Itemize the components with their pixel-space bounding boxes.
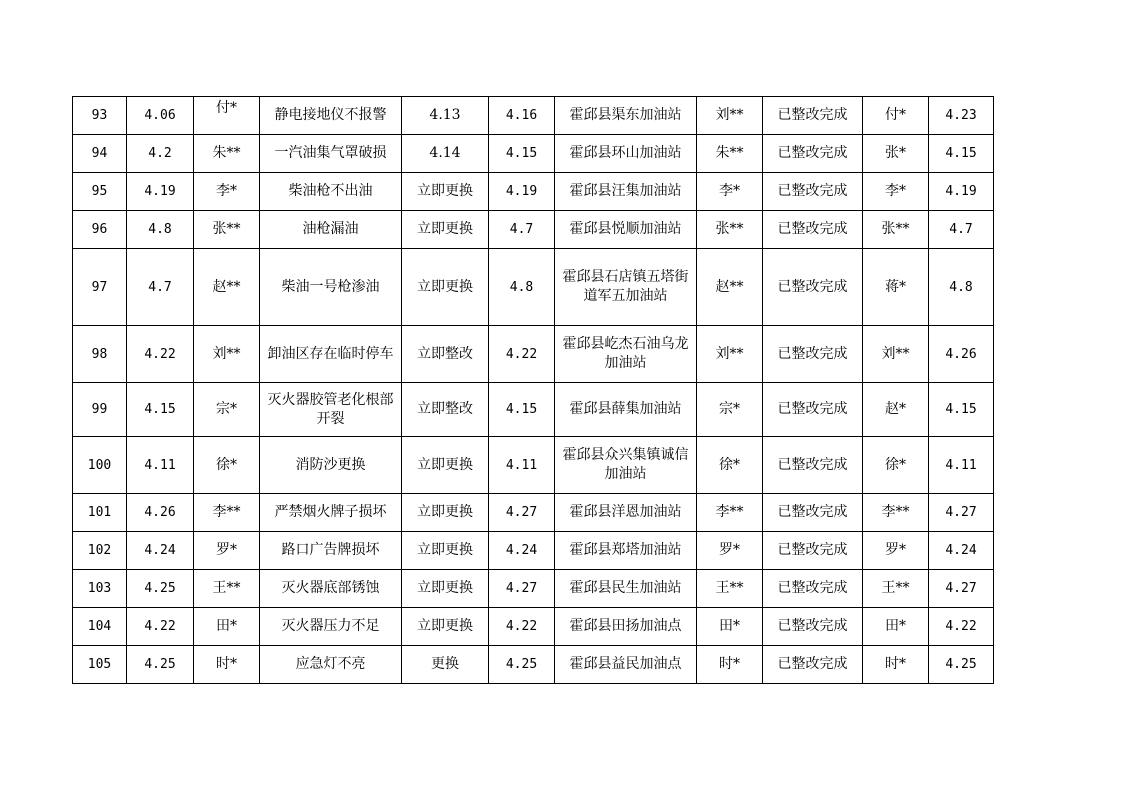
reviewer-cell: 李*	[863, 173, 929, 211]
station-name-cell: 霍邱县悦顺加油站	[555, 211, 697, 249]
reviewer-cell: 罗*	[863, 532, 929, 570]
status-cell: 已整改完成	[763, 494, 863, 532]
table-row	[73, 326, 994, 383]
issue-description-cell: 柴油一号枪渗油	[260, 249, 402, 326]
rectify-deadline-cell: 立即整改	[402, 383, 489, 437]
rectify-deadline-cell: 立即更换	[402, 437, 489, 494]
rectify-deadline-cell: 4.13	[402, 97, 489, 135]
inspector-cell: 时*	[194, 646, 260, 684]
table-row	[73, 608, 994, 646]
rectify-deadline-cell: 立即整改	[402, 326, 489, 383]
rectify-deadline-cell: 更换	[402, 646, 489, 684]
reviewer-cell: 张**	[863, 211, 929, 249]
responsible-person-cell: 徐*	[697, 437, 763, 494]
responsible-person-cell: 田*	[697, 608, 763, 646]
responsible-person-cell: 李*	[697, 173, 763, 211]
table-row	[73, 249, 994, 326]
inspector-cell: 田*	[194, 608, 260, 646]
found-date-cell: 4.8	[127, 211, 194, 249]
responsible-person-cell: 张**	[697, 211, 763, 249]
station-name-cell: 霍邱县众兴集镇诚信加油站	[555, 437, 697, 494]
row-number-cell: 99	[73, 383, 127, 437]
status-cell: 已整改完成	[763, 211, 863, 249]
row-number-cell: 100	[73, 437, 127, 494]
review-date-cell: 4.27	[929, 570, 994, 608]
rectified-date-cell: 4.27	[489, 494, 555, 532]
rectified-date-cell: 4.8	[489, 249, 555, 326]
review-date-cell: 4.25	[929, 646, 994, 684]
issue-description-cell: 消防沙更换	[260, 437, 402, 494]
row-number-cell: 95	[73, 173, 127, 211]
status-cell: 已整改完成	[763, 97, 863, 135]
row-number-cell: 97	[73, 249, 127, 326]
table-row	[73, 211, 994, 249]
row-number-cell: 101	[73, 494, 127, 532]
status-cell: 已整改完成	[763, 532, 863, 570]
responsible-person-cell: 宗*	[697, 383, 763, 437]
row-number-cell: 104	[73, 608, 127, 646]
rectify-deadline-cell: 立即更换	[402, 494, 489, 532]
table-row	[73, 135, 994, 173]
row-number-cell: 103	[73, 570, 127, 608]
found-date-cell: 4.19	[127, 173, 194, 211]
responsible-person-cell: 朱**	[697, 135, 763, 173]
rectified-date-cell: 4.11	[489, 437, 555, 494]
row-number-cell: 96	[73, 211, 127, 249]
station-name-cell: 霍邱县郑塔加油站	[555, 532, 697, 570]
rectified-date-cell: 4.27	[489, 570, 555, 608]
reviewer-cell: 刘**	[863, 326, 929, 383]
status-cell: 已整改完成	[763, 646, 863, 684]
station-name-cell: 霍邱县民生加油站	[555, 570, 697, 608]
responsible-person-cell: 时*	[697, 646, 763, 684]
rectified-date-cell: 4.15	[489, 135, 555, 173]
issue-description-cell: 卸油区存在临时停车	[260, 326, 402, 383]
issue-description-cell: 柴油枪不出油	[260, 173, 402, 211]
status-cell: 已整改完成	[763, 383, 863, 437]
status-cell: 已整改完成	[763, 437, 863, 494]
rectified-date-cell: 4.15	[489, 383, 555, 437]
table-row	[73, 437, 994, 494]
table-row	[73, 173, 994, 211]
rectified-date-cell: 4.24	[489, 532, 555, 570]
row-number-cell: 93	[73, 97, 127, 135]
rectified-date-cell: 4.16	[489, 97, 555, 135]
responsible-person-cell: 刘**	[697, 326, 763, 383]
reviewer-cell: 张*	[863, 135, 929, 173]
reviewer-cell: 李**	[863, 494, 929, 532]
status-cell: 已整改完成	[763, 570, 863, 608]
issue-description-cell: 灭火器胶管老化根部开裂	[260, 383, 402, 437]
reviewer-cell: 时*	[863, 646, 929, 684]
status-cell: 已整改完成	[763, 173, 863, 211]
found-date-cell: 4.25	[127, 570, 194, 608]
issue-description-cell: 油枪漏油	[260, 211, 402, 249]
inspector-cell: 刘**	[194, 326, 260, 383]
station-name-cell: 霍邱县田扬加油点	[555, 608, 697, 646]
responsible-person-cell: 李**	[697, 494, 763, 532]
review-date-cell: 4.15	[929, 135, 994, 173]
found-date-cell: 4.25	[127, 646, 194, 684]
station-name-cell: 霍邱县环山加油站	[555, 135, 697, 173]
inspector-cell: 罗*	[194, 532, 260, 570]
responsible-person-cell: 王**	[697, 570, 763, 608]
review-date-cell: 4.27	[929, 494, 994, 532]
reviewer-cell: 徐*	[863, 437, 929, 494]
station-name-cell: 霍邱县洋恩加油站	[555, 494, 697, 532]
rectify-deadline-cell: 立即更换	[402, 249, 489, 326]
table-body	[73, 97, 994, 684]
station-name-cell: 霍邱县渠东加油站	[555, 97, 697, 135]
rectify-deadline-cell: 立即更换	[402, 608, 489, 646]
responsible-person-cell: 刘**	[697, 97, 763, 135]
responsible-person-cell: 罗*	[697, 532, 763, 570]
found-date-cell: 4.22	[127, 608, 194, 646]
rectified-date-cell: 4.19	[489, 173, 555, 211]
reviewer-cell: 蒋*	[863, 249, 929, 326]
found-date-cell: 4.24	[127, 532, 194, 570]
review-date-cell: 4.11	[929, 437, 994, 494]
rectified-date-cell: 4.25	[489, 646, 555, 684]
reviewer-cell: 田*	[863, 608, 929, 646]
found-date-cell: 4.15	[127, 383, 194, 437]
review-date-cell: 4.15	[929, 383, 994, 437]
table-row	[73, 383, 994, 437]
issue-description-cell: 应急灯不亮	[260, 646, 402, 684]
table-row	[73, 532, 994, 570]
review-date-cell: 4.24	[929, 532, 994, 570]
issue-description-cell: 灭火器底部锈蚀	[260, 570, 402, 608]
station-name-cell: 霍邱县益民加油点	[555, 646, 697, 684]
found-date-cell: 4.26	[127, 494, 194, 532]
table-row	[73, 97, 994, 135]
found-date-cell: 4.06	[127, 97, 194, 135]
rectify-deadline-cell: 立即更换	[402, 211, 489, 249]
status-cell: 已整改完成	[763, 135, 863, 173]
rectified-date-cell: 4.7	[489, 211, 555, 249]
table-row	[73, 494, 994, 532]
rectified-date-cell: 4.22	[489, 608, 555, 646]
issue-description-cell: 一汽油集气罩破损	[260, 135, 402, 173]
issue-description-cell: 静电接地仪不报警	[260, 97, 402, 135]
review-date-cell: 4.19	[929, 173, 994, 211]
row-number-cell: 98	[73, 326, 127, 383]
found-date-cell: 4.22	[127, 326, 194, 383]
table-row	[73, 646, 994, 684]
rectify-deadline-cell: 立即更换	[402, 532, 489, 570]
inspector-cell: 王**	[194, 570, 260, 608]
review-date-cell: 4.26	[929, 326, 994, 383]
issue-description-cell: 灭火器压力不足	[260, 608, 402, 646]
inspector-cell: 李**	[194, 494, 260, 532]
responsible-person-cell: 赵**	[697, 249, 763, 326]
found-date-cell: 4.2	[127, 135, 194, 173]
inspector-cell: 李*	[194, 173, 260, 211]
status-cell: 已整改完成	[763, 326, 863, 383]
review-date-cell: 4.7	[929, 211, 994, 249]
inspector-cell: 赵**	[194, 249, 260, 326]
rectify-deadline-cell: 立即更换	[402, 570, 489, 608]
station-name-cell: 霍邱县薛集加油站	[555, 383, 697, 437]
station-name-cell: 霍邱县屹杰石油乌龙加油站	[555, 326, 697, 383]
inspection-table	[72, 96, 994, 684]
review-date-cell: 4.22	[929, 608, 994, 646]
reviewer-cell: 赵*	[863, 383, 929, 437]
row-number-cell: 102	[73, 532, 127, 570]
review-date-cell: 4.8	[929, 249, 994, 326]
issue-description-cell: 路口广告牌损坏	[260, 532, 402, 570]
found-date-cell: 4.11	[127, 437, 194, 494]
rectify-deadline-cell: 立即更换	[402, 173, 489, 211]
status-cell: 已整改完成	[763, 249, 863, 326]
rectify-deadline-cell: 4.14	[402, 135, 489, 173]
row-number-cell: 105	[73, 646, 127, 684]
station-name-cell: 霍邱县汪集加油站	[555, 173, 697, 211]
inspector-cell: 张**	[194, 211, 260, 249]
row-number-cell: 94	[73, 135, 127, 173]
inspector-cell: 付*	[194, 97, 260, 135]
rectified-date-cell: 4.22	[489, 326, 555, 383]
inspector-cell: 徐*	[194, 437, 260, 494]
issue-description-cell: 严禁烟火牌子损坏	[260, 494, 402, 532]
inspector-cell: 朱**	[194, 135, 260, 173]
inspector-cell: 宗*	[194, 383, 260, 437]
station-name-cell: 霍邱县石店镇五塔街道军五加油站	[555, 249, 697, 326]
reviewer-cell: 付*	[863, 97, 929, 135]
review-date-cell: 4.23	[929, 97, 994, 135]
status-cell: 已整改完成	[763, 608, 863, 646]
found-date-cell: 4.7	[127, 249, 194, 326]
table-row	[73, 570, 994, 608]
reviewer-cell: 王**	[863, 570, 929, 608]
